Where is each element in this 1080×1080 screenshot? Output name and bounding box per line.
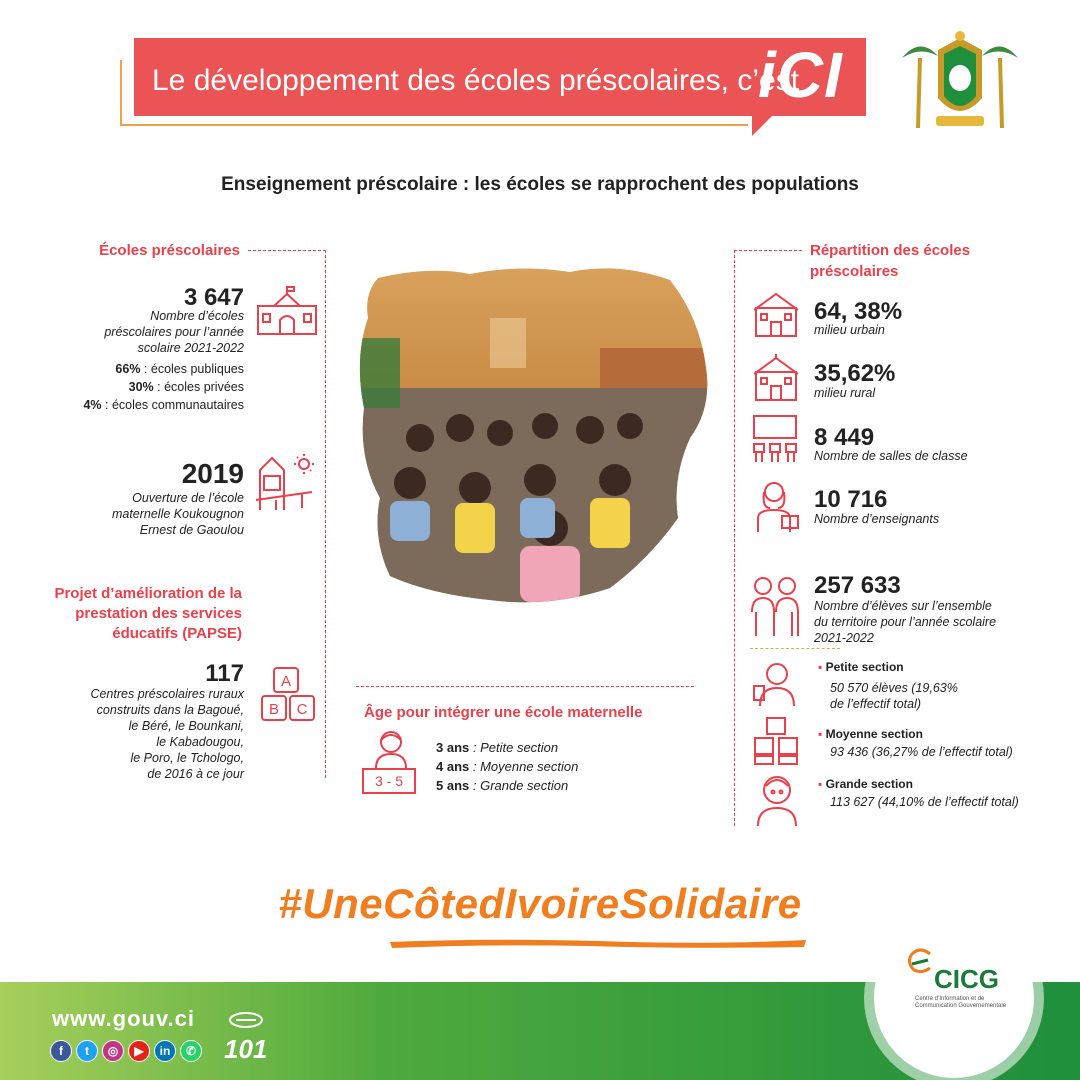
cicg-tagline: Centre d’Information et de Communication Gouvernementale (915, 996, 1007, 1009)
phone-icon (228, 1008, 264, 1032)
urban-desc: milieu urbain (814, 323, 885, 337)
whatsapp-icon[interactable]: ✆ (180, 1040, 202, 1062)
ecoles-desc: Nombre d’écoles préscolaires pour l’année scolaire 2021-2022 (104, 309, 244, 355)
page-subtitle: Enseignement préscolaire : les écoles se rapprochent des populations (221, 174, 859, 195)
urban-school-icon (752, 290, 800, 338)
papse-desc: Centres préscolaires ruraux construits dans la Bagoué, le Béré, le Bounkani, le Kabadougou, le Poro, le Tchologo, de 2016 à ce jour (90, 687, 244, 781)
classroom-icon (750, 414, 800, 466)
cicg-logo: CICG (934, 964, 999, 994)
linkedin-icon[interactable]: in (154, 1040, 176, 1062)
papse-title: Projet d’amélioration de la prestation des services éducatifs (PAPSE) (54, 585, 242, 642)
banner-title: Le développement des écoles préscolaires, c’est (152, 64, 800, 97)
divider (248, 250, 326, 251)
classrooms-count: 8 449 (814, 424, 875, 451)
pupils-count: 257 633 (814, 572, 901, 599)
hotline-number: 101 (224, 1034, 268, 1064)
moyenne-section-icon (752, 716, 802, 766)
instagram-icon[interactable]: ◎ (102, 1040, 124, 1062)
grande-section-icon (752, 772, 802, 826)
ecoles-split: 66% : écoles publiques 30% : écoles privées 4% : écoles communautaires (83, 362, 244, 412)
age-list: 3 ans : Petite section 4 ans : Moyenne section 5 ans : Grande section (436, 740, 579, 793)
petite-section-desc: 50 570 élèves (19,63% de l’effectif total) (830, 681, 958, 711)
school-icon (256, 284, 318, 336)
classrooms-desc: Nombre de salles de classe (814, 449, 968, 463)
youtube-icon[interactable]: ▶ (128, 1040, 150, 1062)
coat-of-arms-icon (898, 28, 1022, 138)
playground-icon (252, 452, 316, 514)
svg-text:C: C (296, 701, 308, 718)
papse-count: 117 (205, 660, 244, 687)
abc-blocks-icon (258, 664, 318, 724)
grande-section-desc: 113 627 (44,10% de l’effectif total) (830, 795, 1019, 809)
campaign-hashtag: #UneCôtedIvoireSolidaire (278, 880, 802, 927)
repartition-title: Répartition des écoles préscolaires (810, 242, 971, 280)
social-links (50, 1040, 202, 1064)
classroom-photo (350, 258, 714, 612)
child-icon (362, 728, 420, 768)
ecoles-title: Écoles préscolaires (99, 242, 240, 259)
pupils-icon (746, 572, 804, 638)
divider (750, 648, 840, 649)
ecoles-count: 3 647 (183, 284, 244, 311)
svg-text:A: A (280, 673, 292, 690)
teachers-count: 10 716 (814, 486, 888, 513)
rural-school-icon (752, 354, 800, 402)
cicg-logo-icon (904, 946, 934, 976)
facebook-icon[interactable]: f (50, 1040, 72, 1062)
petite-section-icon (752, 658, 802, 708)
twitter-icon[interactable]: t (76, 1040, 98, 1062)
petite-section-title: ▪ Petite section (818, 660, 904, 674)
website-link[interactable]: www.gouv.ci (52, 1006, 196, 1031)
rural-desc: milieu rural (814, 386, 876, 400)
divider (356, 686, 694, 687)
moyenne-section-title: ▪ Moyenne section (818, 727, 923, 741)
divider (734, 250, 802, 251)
urban-pct: 64, 38% (814, 298, 903, 325)
banner-ici: iCI (758, 39, 843, 111)
banner-tail (752, 114, 774, 136)
teacher-icon (748, 478, 802, 534)
brush-underline (388, 936, 808, 950)
year-desc: Ouverture de l’école maternelle Koukougnon Ernest de Gaoulou (111, 491, 244, 537)
year-number: 2019 (181, 458, 244, 489)
divider (734, 250, 735, 826)
grande-section-title: ▪ Grande section (818, 777, 913, 791)
teachers-desc: Nombre d’enseignants (814, 512, 940, 526)
svg-text:B: B (268, 701, 280, 718)
rural-pct: 35,62% (814, 360, 896, 387)
age-title: Âge pour intégrer une école maternelle (364, 704, 643, 721)
pupils-desc: Nombre d’élèves sur l’ensemble du territoire pour l’année scolaire 2021-2022 (814, 599, 997, 645)
age-badge: 3 - 5 (362, 768, 416, 794)
divider (325, 250, 326, 778)
moyenne-section-desc: 93 436 (36,27% de l’effectif total) (830, 745, 1013, 759)
